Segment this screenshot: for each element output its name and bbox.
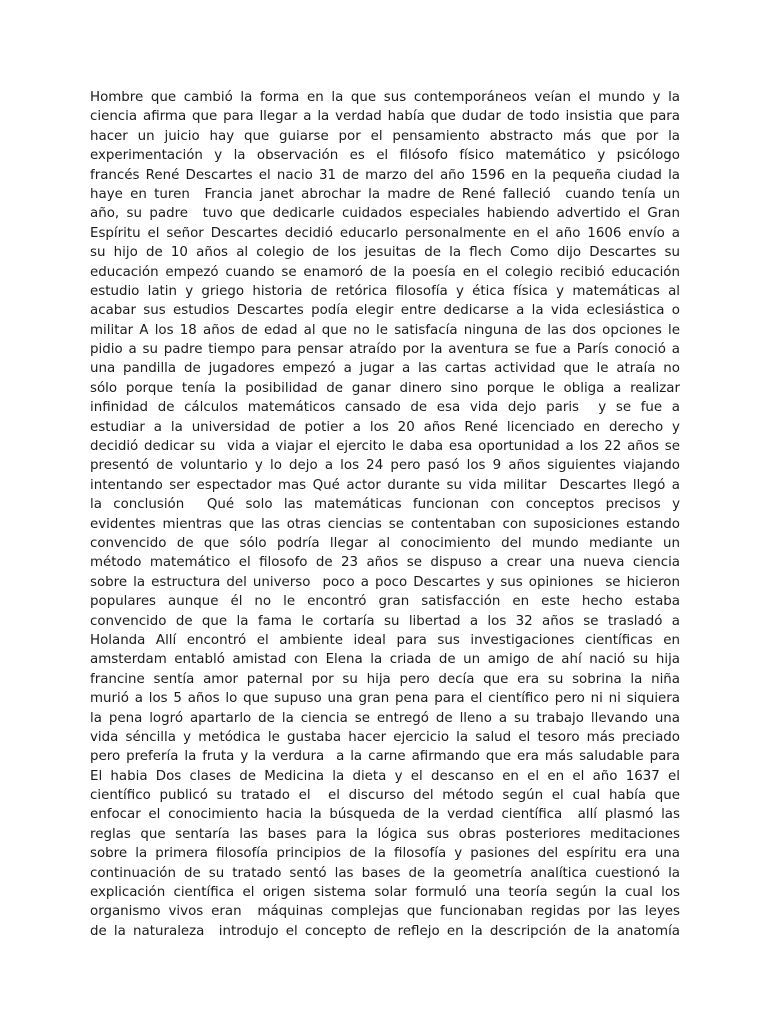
text-line: militar A los 18 años de edad al que no le satisfacía ninguna de las dos opciones le	[90, 322, 680, 338]
text-line: pero prefería la fruta y la verdura a la carne afirmando que era más saludable para	[90, 749, 680, 765]
text-line: reglas que sentaría las bases para la lógica sus obras posteriores meditaciones	[90, 826, 680, 842]
text-line: sobre la primera filosofía principios de la filosofía y pasiones del espíritu era una	[90, 846, 680, 862]
text-line: organismo vivos eran máquinas complejas que funcionaban regidas por las leyes	[90, 904, 680, 920]
text-line: infinidad de cálculos matemáticos cansado de esa vida dejo paris y se fue a	[90, 400, 680, 416]
text-line: El habia Dos clases de Medicina la dieta y el descanso en el en el año 1637 el	[90, 768, 680, 784]
body-paragraph	[90, 88, 680, 941]
text-line: haye en turen Francia janet abrochar la madre de René falleció cuando tenía un	[90, 186, 680, 202]
text-line: de la naturaleza introdujo el concepto de reflejo en la descripción de la anatomía	[90, 923, 680, 939]
text-line: convencido de que la fama le cortaría su libertad a los 32 años se trasladó a	[90, 613, 680, 629]
text-line: estudiar a la universidad de potier a los 20 años René licenciado en derecho y	[90, 419, 680, 435]
text-line: sólo porque tenía la posibilidad de ganar dinero sino porque le obliga a realizar	[90, 380, 680, 396]
text-line: Holanda Allí encontró el ambiente ideal para sus investigaciones científicas en	[90, 632, 680, 648]
text-line: hacer un juicio hay que guiarse por el pensamiento abstracto más que por la	[90, 128, 680, 144]
text-line: amsterdam entabló amistad con Elena la criada de un amigo de ahí nació su hija	[90, 652, 680, 668]
text-line: acabar sus estudios Descartes podía elegir entre dedicarse a la vida eclesiástica o	[90, 303, 680, 319]
text-line: educación empezó cuando se enamoró de la poesía en el colegio recibió educación	[90, 264, 680, 280]
text-line: científico publicó su tratado el el discurso del método según el cual había que	[90, 788, 680, 804]
text-line: la pena logró apartarlo de la ciencia se entregó de lleno a su trabajo llevando una	[90, 710, 680, 726]
text-line: continuación de su tratado sentó las bases de la geometría analítica cuestionó la	[90, 865, 680, 881]
text-line: francine sentía amor paternal por su hija pero decía que era su sobrina la niña	[90, 671, 680, 687]
text-line: experimentación y la observación es el filósofo físico matemático y psicólogo	[90, 148, 680, 164]
text-line: intentando ser espectador mas Qué actor durante su vida militar Descartes llegó a	[90, 477, 680, 493]
text-line: método matemático el filosofo de 23 años se dispuso a crear una nueva ciencia	[90, 555, 680, 571]
text-line: estudio latin y griego historia de retórica filosofía y ética física y matemáticas al	[90, 283, 680, 299]
text-line: evidentes mientras que las otras ciencias se contentaban con suposiciones estando	[90, 516, 680, 532]
text-line: francés René Descartes el nacio 31 de marzo del año 1596 en la pequeña ciudad la	[90, 167, 680, 183]
text-line: vida séncilla y metódica le gustaba hacer ejercicio la salud el tesoro más preciado	[90, 729, 680, 745]
text-line: presentó de voluntario y lo dejo a los 24 pero pasó los 9 años siguientes viajando	[90, 458, 680, 474]
text-line: convencido de que sólo podría llegar al conocimiento del mundo mediante un	[90, 535, 680, 551]
text-line: una pandilla de jugadores empezó a jugar a las cartas actividad que le atraía no	[90, 361, 680, 377]
text-line: explicación científica el origen sistema solar formuló una teoría según la cual los	[90, 885, 680, 901]
text-line: populares aunque él no le encontró gran satisfacción en este hecho estaba	[90, 594, 680, 610]
text-line: sobre la estructura del universo poco a poco Descartes y sus opiniones se hicieron	[90, 574, 680, 590]
text-line: pidio a su padre tiempo para pensar atraído por la aventura se fue a París conoció a	[90, 342, 680, 358]
text-line: Hombre que cambió la forma en la que sus contemporáneos veían el mundo y la	[90, 90, 680, 105]
text-line: su hijo de 10 años al colegio de los jesuitas de la flech Como dijo Descartes su	[90, 245, 680, 261]
text-line: decidió dedicar su vida a viajar el ejercito le daba esa oportunidad a los 22 años se	[90, 439, 680, 455]
text-line: Espíritu el señor Descartes decidió educarlo personalmente en el año 1606 envío a	[90, 225, 680, 241]
text-line: año, su padre tuvo que dedicarle cuidados especiales habiendo advertido el Gran	[90, 206, 680, 222]
text-line: la conclusión Qué solo las matemáticas funcionan con conceptos precisos y	[90, 497, 680, 513]
text-line: enfocar el conocimiento hacia la búsqueda de la verdad científica allí plasmó las	[90, 807, 680, 823]
text-line: ciencia afirma que para llegar a la verdad había que dudar de todo insistia que para	[90, 109, 680, 125]
text-line: murió a los 5 años lo que supuso una gran pena para el científico pero ni ni siquiera	[90, 691, 680, 707]
